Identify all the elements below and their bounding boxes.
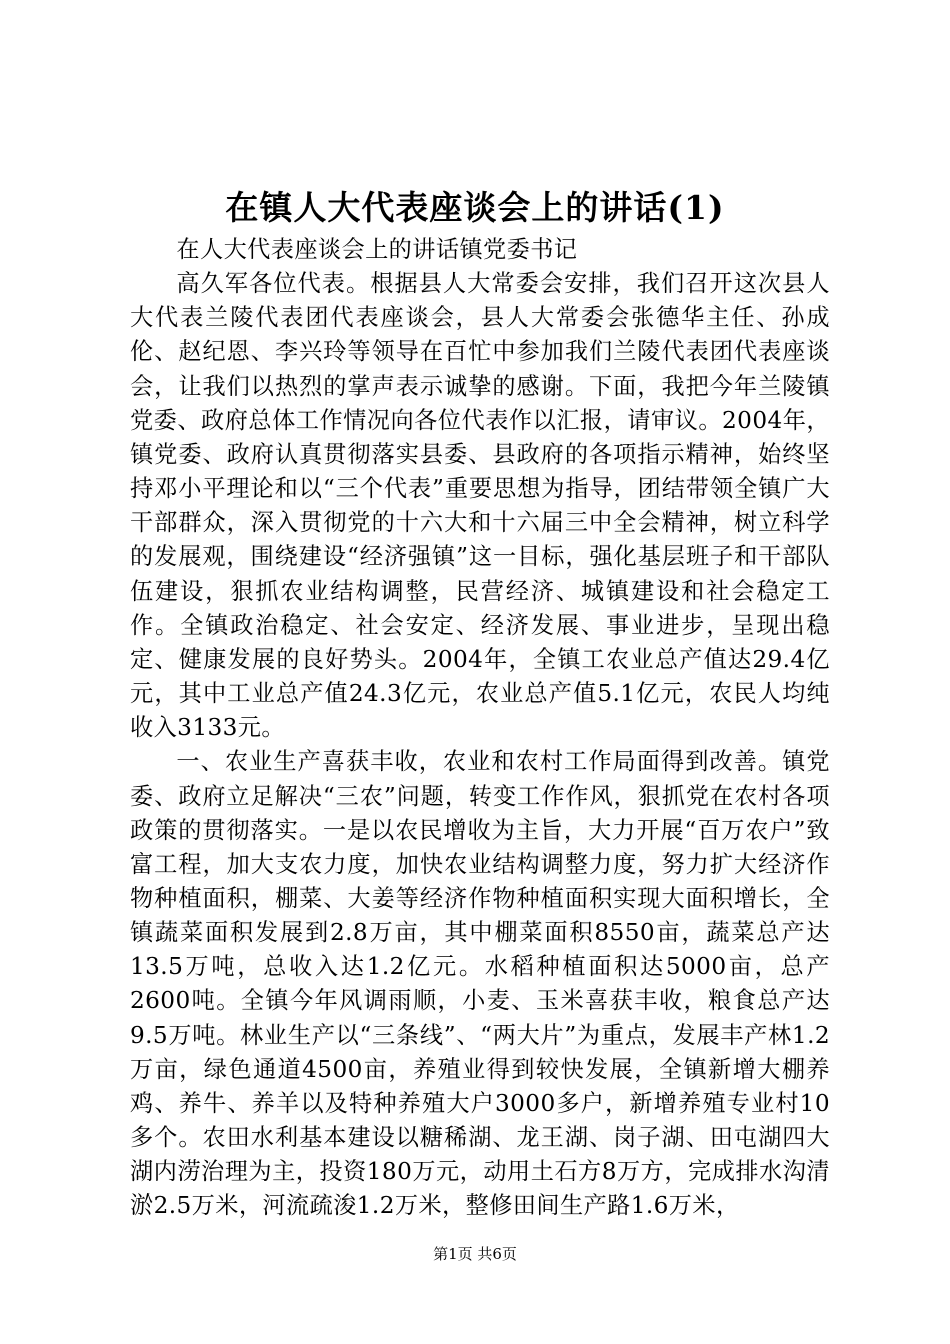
paragraph-subtitle: 在人大代表座谈会上的讲话镇党委书记 xyxy=(176,236,578,263)
paragraph-opening: 高久军各位代表。根据县人大常委会安排，我们召开这次县人大代表兰陵代表团代表座谈会，县人大常委会张德华主任、孙成伦、赵纪恩、李兴玲等领导在百忙中参加我们兰陵代表团代表座谈会，让我们以热烈的掌声表示诚挚的感谢。下面，我把今年兰陵镇党委、政府总体工作情况向各位代表作以汇报，请审议。2004年，镇党委、政府认真贯彻落实县委、县政府的各项指示精神，始终坚持邓小平理论和以“三个代表”重要思想为指导，团结带领全镇广大干部群众，深入贯彻党的十六大和十六届三中全会精神，树立科学的发展观，围绕建设“经济强镇”这一目标，强化基层班子和干部队伍建设，狠抓农业结构调整，民营经济、城镇建设和社会稳定工作。全镇政治稳定、社会安定、经济发展、事业进步，呈现出稳定、健康发展的良好势头。2004年，全镇工农业总产值达29.4亿元，其中工业总产值24.3亿元，农业总产值5.1亿元，农民人均纯收入3133元。 xyxy=(130,270,830,742)
document-body xyxy=(130,233,830,1224)
document-title: 在镇人大代表座谈会上的讲话(1) xyxy=(225,188,725,227)
paragraph-agriculture: 一、农业生产喜获丰收，农业和农村工作局面得到改善。镇党委、政府立足解决“三农”问题，转变工作作风，狠抓党在农村各项政策的贯彻落实。一是以农民增收为主旨，大力开展“百万农户”致富工程，加大支农力度，加快农业结构调整力度，努力扩大经济作物种植面积，棚菜、大姜等经济作物种植面积实现大面积增长，全镇蔬菜面积发展到2.8万亩，其中棚菜面积8550亩，蔬菜总产达13.5万吨，总收入达1.2亿元。水稻种植面积达5000亩，总产2600吨。全镇今年风调雨顺，小麦、玉米喜获丰收，粮食总产达9.5万吨。林业生产以“三条线”、“两大片”为重点，发展丰产林1.2万亩，绿色通道4500亩，养殖业得到较快发展，全镇新增大棚养鸡、养牛、养羊以及特种养殖大户3000多户，新增养殖专业村10多个。农田水利基本建设以糖稀湖、龙王湖、岗子湖、田屯湖四大湖内涝治理为主，投资180万元，动用土石方8万方，完成排水沟清淤2.5万米，河流疏浚1.2万米，整修田间生产路1.6万米， xyxy=(130,748,830,1220)
page-footer: 第1页 共6页 xyxy=(433,1245,517,1263)
